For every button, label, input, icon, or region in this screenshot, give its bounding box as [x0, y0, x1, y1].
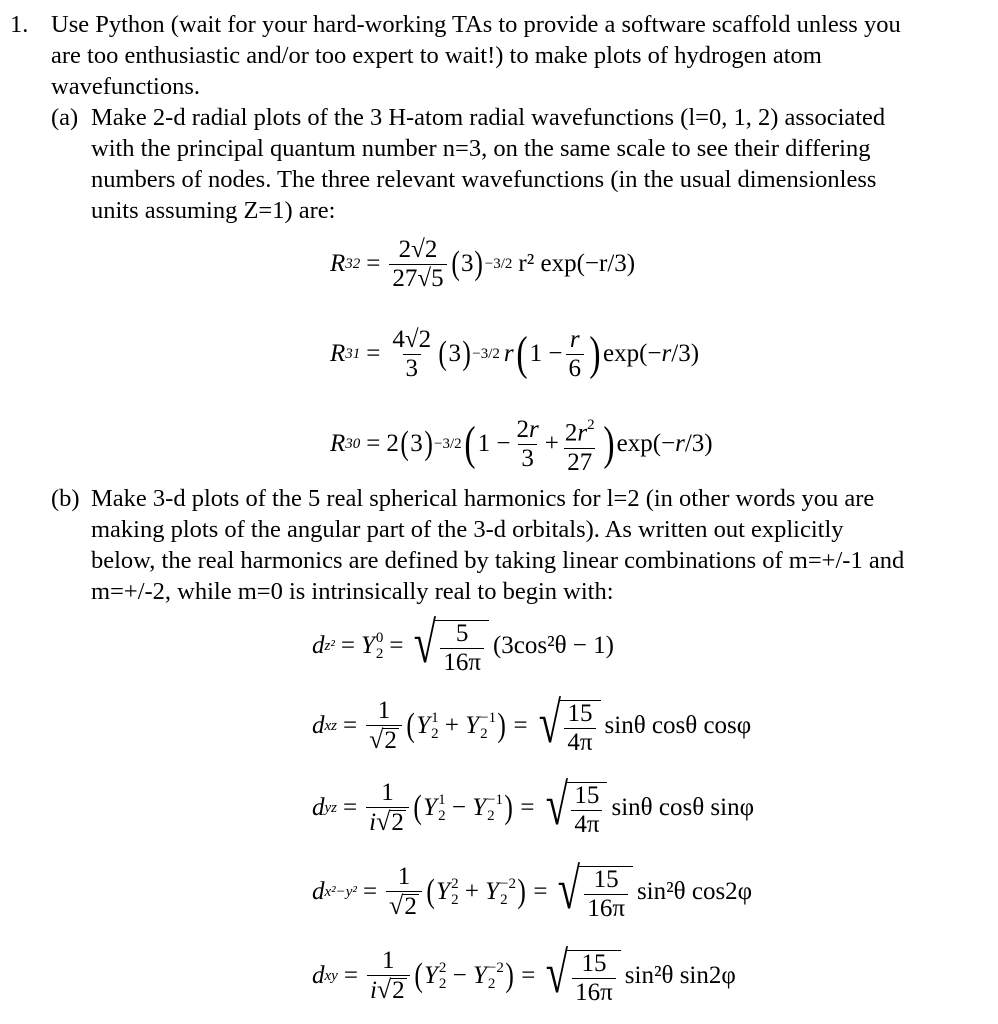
part-b-label: (b)	[51, 485, 80, 512]
part-a-line-2: with the principal quantum number n=3, on the same scale to see their differing	[91, 135, 871, 162]
part-a-line-1: Make 2-d radial plots of the 3 H-atom radial wavefunctions (l=0, 1, 2) associated	[91, 104, 886, 131]
part-a-line-4: units assuming Z=1) are:	[91, 197, 336, 224]
part-b-line-2: making plots of the angular part of the 3-d orbitals). As written out explicitly	[91, 516, 844, 543]
equation-dx2-y2: d x²−y² = $\frac{1}{√2}$ ( Y 2 2 + Y −2 2 ) = √ $\frac{15}{16\pi}$ sin²θ cos2φ	[312, 856, 753, 922]
part-a-line-3: numbers of nodes. The three relevant wavefunctions (in the usual dimensionless	[91, 166, 877, 193]
equation-r30: R 30 = 2 ( 3 ) −3/2 ( 1 − $\frac{2r}{3}$ + $\frac{2r^2}{27}$ ) exp(− r /3)	[330, 415, 713, 476]
equation-r32: R 32 = $\frac{2√2}{27√5}$ ( 3 ) −3/2 r² exp(−r/3)	[330, 235, 636, 292]
intro-line-1: Use Python (wait for your hard-working TAs to provide a software scaffold unless you	[51, 11, 901, 38]
intro-line-3: wavefunctions.	[51, 73, 200, 100]
part-a-label: (a)	[51, 104, 79, 131]
equation-dxy: d xy = $\frac{1}{i√2}$ ( Y 2 2 − Y −2 2 ) = √ $\frac{15}{16\pi}$ sin²θ sin2φ	[312, 940, 736, 1006]
part-b-line-3: below, the real harmonics are defined by taking linear combinations of m=+/-1 and	[91, 547, 905, 574]
equation-dyz: d yz = $\frac{1}{i√2}$ ( Y 1 2 − Y −1 2 ) = √ $\frac{15}{4\pi}$ sinθ cosθ sinφ	[312, 772, 755, 838]
equation-dxz: d xz = $\frac{1}{√2}$ ( Y 1 2 + Y −1 2 ) = √ $\frac{15}{4\pi}$ sinθ cosθ cosφ	[312, 690, 752, 756]
equation-r31: R 31 = $\frac{4√2}{3}$ ( 3 ) −3/2 r ( 1 − $\frac{r}{6}$ ) exp(− r /3)	[330, 325, 700, 382]
intro-line-2: are too enthusiastic and/or too expert to wait!) to make plots of hydrogen atom	[51, 42, 822, 69]
equation-dz2: d z² = Y 0 2 = √ $\frac{5}{16\pi}$ (3cos²θ − 1)	[312, 610, 614, 676]
part-b-line-1: Make 3-d plots of the 5 real spherical harmonics for l=2 (in other words you are	[91, 485, 875, 512]
problem-number: 1.	[10, 11, 29, 38]
part-b-line-4: m=+/-2, while m=0 is intrinsically real to begin with:	[91, 578, 614, 605]
